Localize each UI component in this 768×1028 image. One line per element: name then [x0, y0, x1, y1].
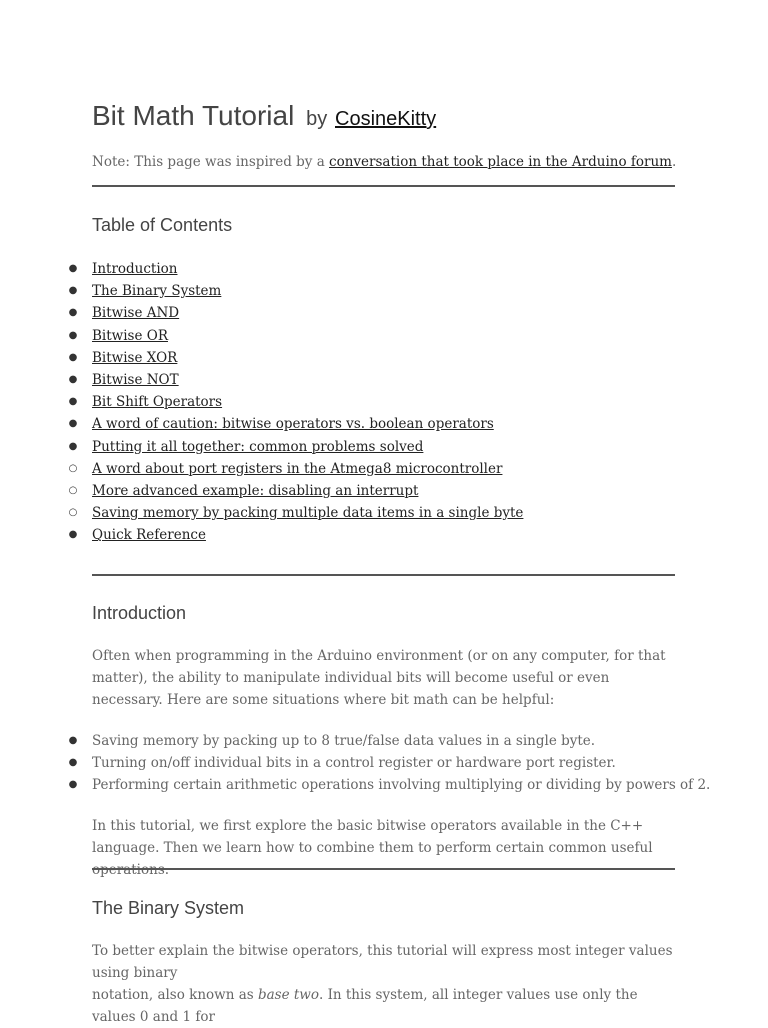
bullet-icon: ● — [68, 307, 78, 319]
toc-item — [68, 302, 523, 324]
base-two-emphasis: base two — [257, 987, 319, 1003]
bullet-icon: ● — [68, 529, 78, 541]
bullet-icon: ● — [68, 329, 78, 341]
table-of-contents — [68, 258, 524, 546]
toc-link[interactable]: Introduction — [92, 261, 178, 277]
bullet-icon: ● — [68, 351, 78, 363]
list-item — [68, 730, 710, 752]
toc-item — [68, 458, 523, 480]
introduction-bullet-list — [68, 730, 711, 796]
toc-link[interactable]: Putting it all together: common problems solved — [92, 438, 424, 455]
introduction-paragraph-2: In this tutorial, we first explore the basic bitwise operators available in the C++ language. Then we learn how to combine them to perform certain common useful operations. — [92, 818, 653, 878]
toc-item — [68, 325, 523, 347]
page-title — [92, 100, 436, 132]
introduction-heading: Introduction — [92, 603, 187, 623]
list-item-text: Performing certain arithmetic operations involving multiplying or dividing by powers of 2. — [92, 777, 711, 793]
inspiration-note — [92, 154, 676, 170]
toc-item — [68, 280, 523, 302]
hollow-bullet-icon: ○ — [68, 462, 78, 474]
toc-item — [68, 436, 523, 458]
toc-item — [68, 258, 523, 280]
binary-line-1: To better explain the bitwise operators, this tutorial will express most integer values using binary — [92, 943, 673, 981]
hollow-bullet-icon: ○ — [68, 507, 78, 519]
list-item-text: Turning on/off individual bits in a control register or hardware port register. — [92, 755, 616, 771]
toc-item — [68, 391, 523, 413]
arduino-forum-link[interactable]: conversation that took place in the Arduino forum — [329, 154, 672, 170]
bullet-icon: ● — [68, 396, 78, 408]
toc-link[interactable]: A word about port registers in the Atmega8 microcontroller — [92, 460, 503, 477]
toc-link[interactable]: Bit Shift Operators — [92, 394, 223, 411]
bullet-icon: ● — [68, 373, 78, 385]
toc-item — [68, 524, 523, 546]
bullet-icon: ● — [68, 418, 78, 430]
list-item — [68, 774, 711, 796]
toc-item — [68, 480, 523, 502]
bullet-icon: ● — [68, 440, 78, 452]
list-item-text: Saving memory by packing up to 8 true/false data values in a single byte. — [92, 733, 596, 749]
toc-link[interactable]: Bitwise OR — [92, 327, 168, 344]
toc-link[interactable]: Bitwise AND — [92, 305, 180, 322]
toc-link[interactable]: More advanced example: disabling an interrupt — [92, 482, 419, 499]
toc-item — [68, 369, 523, 391]
toc-item — [68, 502, 524, 524]
binary-line-2-suffix: . In this system, all integer values use only the values 0 and 1 for — [92, 987, 638, 1025]
toc-link[interactable]: Bitwise XOR — [92, 349, 178, 366]
hollow-bullet-icon: ○ — [68, 484, 78, 496]
toc-link[interactable]: Saving memory by packing multiple data items in a single byte — [92, 505, 524, 522]
binary-system-paragraph — [92, 940, 675, 1028]
bullet-icon: ● — [68, 735, 78, 746]
title-text: Bit Math Tutorial — [92, 100, 295, 131]
bullet-icon: ● — [68, 263, 78, 274]
divider — [92, 574, 675, 576]
toc-item — [68, 413, 523, 435]
toc-heading: Table of Contents — [92, 215, 233, 235]
bullet-icon: ● — [68, 779, 78, 790]
toc-link[interactable]: The Binary System — [92, 283, 222, 300]
author-link[interactable]: CosineKitty — [335, 108, 437, 130]
toc-link[interactable]: Bitwise NOT — [92, 371, 179, 388]
divider — [92, 868, 675, 870]
note-prefix: Note: This page was inspired by a — [92, 154, 330, 170]
toc-item — [68, 347, 523, 369]
bullet-icon: ● — [68, 285, 78, 297]
toc-link[interactable]: A word of caution: bitwise operators vs. boolean operators — [92, 416, 494, 433]
by-text: by — [306, 108, 328, 130]
binary-system-heading: The Binary System — [92, 898, 245, 918]
binary-line-2-prefix: notation, also known as — [92, 987, 258, 1003]
divider — [92, 185, 675, 187]
toc-link[interactable]: Quick Reference — [92, 527, 206, 544]
note-suffix: . — [671, 154, 677, 170]
bullet-icon: ● — [68, 757, 78, 768]
list-item — [68, 752, 710, 774]
introduction-paragraph: Often when programming in the Arduino environment (or on any computer, for that matter), the ability to manipulate individual bits will become useful or even necessary. Here are some situations where bit math can be helpful: — [92, 648, 666, 708]
